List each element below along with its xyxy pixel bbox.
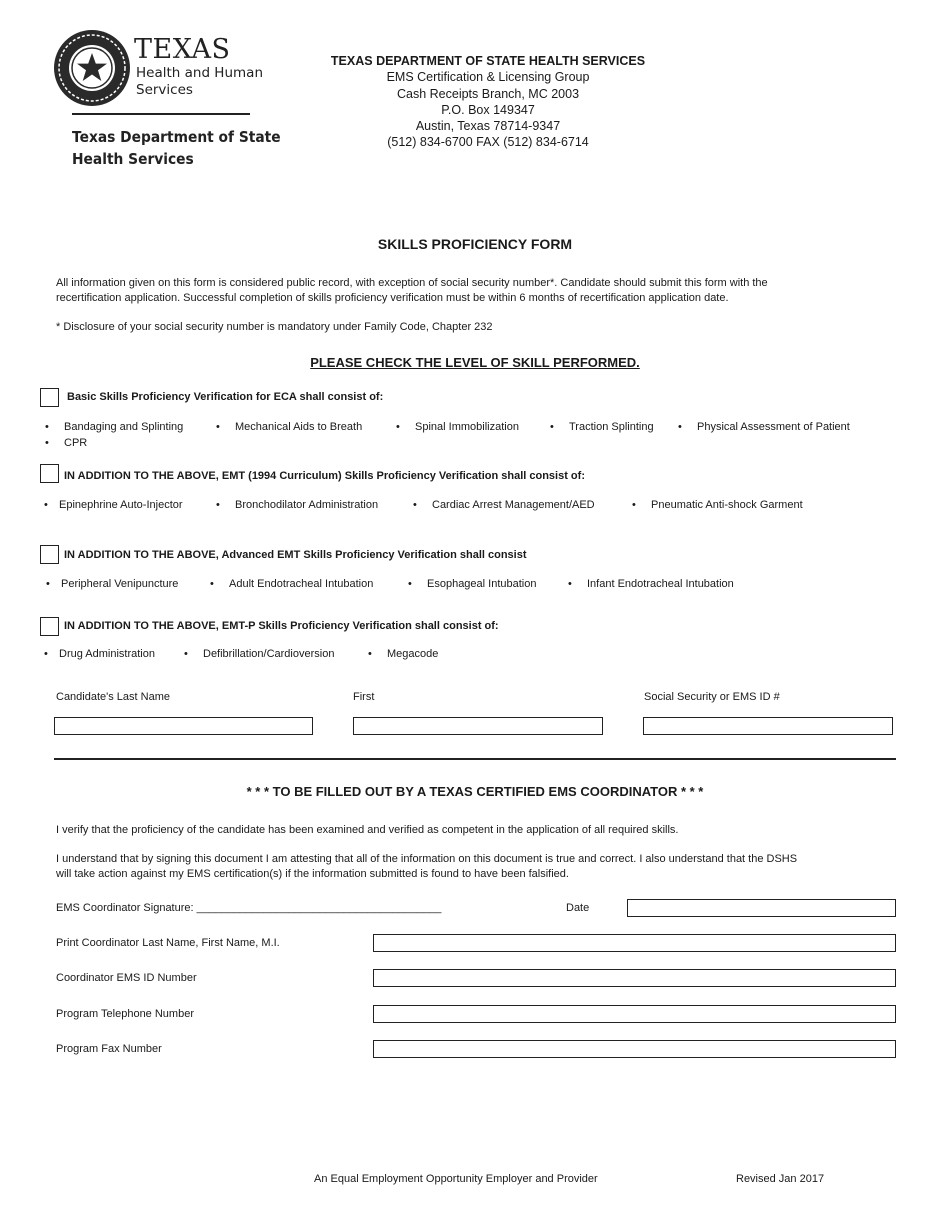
eca-section-heading: Basic Skills Proficiency Verification for ECA shall consist of: [67, 391, 384, 403]
logo-dshs-line2: Health Services [72, 150, 194, 168]
department-address [300, 53, 676, 151]
skill-item: • Defibrillation/Cardioversion [203, 648, 334, 660]
advanced-emt-checkbox[interactable] [40, 545, 59, 564]
address-city: Austin, Texas 78714-9347 [415, 119, 561, 134]
section-divider [54, 758, 896, 760]
logo-hhs-line1: Health and Human [136, 65, 263, 81]
eeo-statement: An Equal Employment Opportunity Employer and Provider [314, 1173, 598, 1185]
skill-item: • Traction Splinting [569, 421, 654, 433]
coordinator-ems-id-field[interactable] [373, 969, 896, 987]
skill-item: • Bandaging and Splinting [64, 421, 183, 433]
skill-item: • CPR [64, 437, 87, 449]
coordinator-section-heading: * * * TO BE FILLED OUT BY A TEXAS CERTIFIED EMS COORDINATOR * * * [246, 784, 704, 799]
coordinator-ems-id-label: Coordinator EMS ID Number [56, 972, 197, 984]
address-group: EMS Certification & Licensing Group [386, 70, 590, 85]
skill-item: • Esophageal Intubation [427, 578, 536, 590]
logo-divider [72, 113, 250, 115]
skill-item: • Pneumatic Anti-shock Garment [651, 499, 803, 511]
advanced-emt-section-heading: IN ADDITION TO THE ABOVE, Advanced EMT Skills Proficiency Verification shall consist [64, 549, 527, 561]
skill-item: • Infant Endotracheal Intubation [587, 578, 734, 590]
candidate-ssn-label: Social Security or EMS ID # [644, 691, 780, 703]
date-field[interactable] [627, 899, 896, 917]
coordinator-signature-line[interactable]: EMS Coordinator Signature: ________________________________________ [56, 902, 442, 914]
candidate-first-name-field[interactable] [353, 717, 603, 735]
address-branch: Cash Receipts Branch, MC 2003 [396, 86, 580, 101]
ssn-disclosure-note: * Disclosure of your social security number is mandatory under Family Code, Chapter 232 [56, 321, 493, 333]
form-title: SKILLS PROFICIENCY FORM [377, 236, 573, 252]
address-phone: (512) 834-6700 FAX (512) 834-6714 [387, 135, 589, 150]
logo-texas-wordmark: TEXAS [134, 34, 231, 65]
candidate-ssn-field[interactable] [643, 717, 893, 735]
logo-hhs-line2: Services [136, 82, 193, 98]
emt-p-checkbox[interactable] [40, 617, 59, 636]
attestation-line-1: I understand that by signing this document I am attesting that all of the information on this document is true and correct. I also understand that the DSHS [56, 853, 798, 865]
skill-item: • Drug Administration [59, 648, 155, 660]
skill-item: • Epinephrine Auto-Injector [59, 499, 183, 511]
candidate-last-name-field[interactable] [54, 717, 313, 735]
logo-dshs-line1: Texas Department of State [72, 128, 281, 146]
emt-p-section-heading: IN ADDITION TO THE ABOVE, EMT-P Skills Proficiency Verification shall consist of: [64, 620, 499, 632]
print-name-field[interactable] [373, 934, 896, 952]
attestation-statement [56, 852, 896, 881]
texas-seal-icon [52, 28, 132, 108]
intro-line-1: All information given on this form is considered public record, with exception of social security number*. Candidate should submit this form with the [56, 277, 768, 289]
attestation-line-2: will take action against my EMS certification(s) if the information submitted is found to have been falsified. [56, 867, 569, 880]
department-name: TEXAS DEPARTMENT OF STATE HEALTH SERVICES [330, 54, 646, 68]
skill-item: • Adult Endotracheal Intubation [229, 578, 373, 590]
program-telephone-field[interactable] [373, 1005, 896, 1023]
date-label: Date [566, 902, 590, 914]
intro-line-2: recertification application. Successful completion of skills proficiency verification must be within 6 months of recertification application date. [56, 291, 729, 304]
verify-statement: I verify that the proficiency of the candidate has been examined and verified as competent in the application of all required skills. [56, 824, 679, 836]
skill-item: • Peripheral Venipuncture [61, 578, 178, 590]
skill-item: • Spinal Immobilization [415, 421, 519, 433]
emt-checkbox[interactable] [40, 464, 59, 483]
skill-item: • Cardiac Arrest Management/AED [432, 499, 595, 511]
eca-checkbox[interactable] [40, 388, 59, 407]
revision-date: Revised Jan 2017 [736, 1173, 825, 1185]
logo-hhs-wordmark [136, 65, 263, 99]
program-telephone-label: Program Telephone Number [56, 1008, 194, 1020]
print-name-label: Print Coordinator Last Name, First Name, M.I. [56, 937, 280, 949]
logo-dshs-wordmark [72, 126, 281, 170]
emt-section-heading: IN ADDITION TO THE ABOVE, EMT (1994 Curriculum) Skills Proficiency Verification shall consist of: [64, 470, 585, 482]
skill-item: • Megacode [387, 648, 438, 660]
address-po-box: P.O. Box 149347 [441, 102, 535, 117]
program-fax-field[interactable] [373, 1040, 896, 1058]
candidate-first-name-label: First [353, 691, 375, 703]
skill-item: • Mechanical Aids to Breath [235, 421, 362, 433]
check-level-heading: PLEASE CHECK THE LEVEL OF SKILL PERFORMED. [310, 355, 640, 370]
candidate-last-name-label: Candidate's Last Name [56, 691, 170, 703]
intro-text [56, 276, 896, 305]
skill-item: • Bronchodilator Administration [235, 499, 378, 511]
skill-item: • Physical Assessment of Patient [697, 421, 850, 433]
program-fax-label: Program Fax Number [56, 1043, 162, 1055]
